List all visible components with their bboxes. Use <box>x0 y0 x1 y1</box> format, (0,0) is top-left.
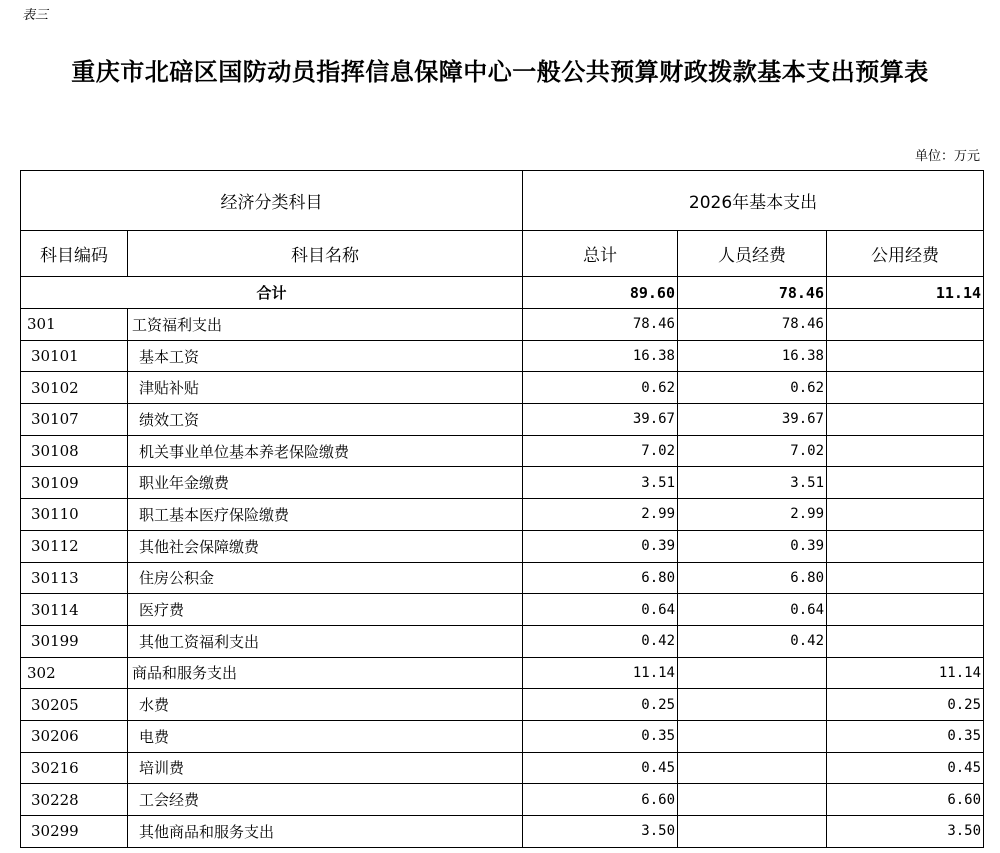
row-name: 其他工资福利支出 <box>128 625 523 657</box>
table-row <box>21 720 984 752</box>
row-total: 16.38 <box>523 340 678 372</box>
row-name: 其他社会保障缴费 <box>128 530 523 562</box>
row-code: 30102 <box>21 372 128 404</box>
row-code: 30101 <box>21 340 128 372</box>
table-row <box>21 404 984 436</box>
row-total: 3.50 <box>523 816 678 848</box>
header-row-2 <box>21 231 984 277</box>
total-public: 11.14 <box>827 277 984 309</box>
row-total: 0.62 <box>523 372 678 404</box>
row-name: 津贴补贴 <box>128 372 523 404</box>
header-category: 经济分类科目 <box>21 171 523 231</box>
row-name: 水费 <box>128 689 523 721</box>
row-personnel: 0.39 <box>678 530 827 562</box>
header-public: 公用经费 <box>827 231 984 277</box>
row-personnel <box>678 784 827 816</box>
row-name: 基本工资 <box>128 340 523 372</box>
row-total: 0.35 <box>523 720 678 752</box>
table-row <box>21 594 984 626</box>
row-personnel <box>678 752 827 784</box>
row-total: 2.99 <box>523 499 678 531</box>
row-name: 电费 <box>128 720 523 752</box>
row-total: 7.02 <box>523 435 678 467</box>
row-code: 30216 <box>21 752 128 784</box>
row-name: 职业年金缴费 <box>128 467 523 499</box>
table-number: 表三 <box>22 8 49 23</box>
row-total: 78.46 <box>523 309 678 341</box>
row-name: 职工基本医疗保险缴费 <box>128 499 523 531</box>
row-code: 30205 <box>21 689 128 721</box>
row-personnel: 0.42 <box>678 625 827 657</box>
row-public <box>827 562 984 594</box>
row-name: 医疗费 <box>128 594 523 626</box>
total-personnel: 78.46 <box>678 277 827 309</box>
row-personnel <box>678 720 827 752</box>
row-public: 0.35 <box>827 720 984 752</box>
row-total: 39.67 <box>523 404 678 436</box>
row-total: 0.39 <box>523 530 678 562</box>
header-year-expense: 2026年基本支出 <box>523 171 984 231</box>
row-code: 30199 <box>21 625 128 657</box>
total-label: 合计 <box>21 277 523 309</box>
table-row <box>21 562 984 594</box>
row-personnel: 39.67 <box>678 404 827 436</box>
page-title: 重庆市北碚区国防动员指挥信息保障中心一般公共预算财政拨款基本支出预算表 <box>71 57 929 86</box>
row-personnel <box>678 657 827 689</box>
row-name: 住房公积金 <box>128 562 523 594</box>
row-public: 0.45 <box>827 752 984 784</box>
row-public <box>827 435 984 467</box>
row-public <box>827 372 984 404</box>
table-row <box>21 530 984 562</box>
row-public <box>827 340 984 372</box>
row-code: 30110 <box>21 499 128 531</box>
row-public <box>827 499 984 531</box>
row-name: 培训费 <box>128 752 523 784</box>
row-code: 30114 <box>21 594 128 626</box>
row-personnel: 7.02 <box>678 435 827 467</box>
row-public <box>827 625 984 657</box>
budget-table <box>20 170 984 848</box>
table-row <box>21 689 984 721</box>
header-total: 总计 <box>523 231 678 277</box>
row-total: 0.45 <box>523 752 678 784</box>
row-total: 6.80 <box>523 562 678 594</box>
table-row <box>21 784 984 816</box>
table-row <box>21 625 984 657</box>
row-public: 6.60 <box>827 784 984 816</box>
row-code: 30109 <box>21 467 128 499</box>
table-row <box>21 499 984 531</box>
row-personnel: 3.51 <box>678 467 827 499</box>
row-code: 30228 <box>21 784 128 816</box>
row-name: 商品和服务支出 <box>128 657 523 689</box>
row-personnel: 6.80 <box>678 562 827 594</box>
row-public: 11.14 <box>827 657 984 689</box>
row-personnel <box>678 689 827 721</box>
row-code: 30299 <box>21 816 128 848</box>
unit-label: 单位：万元 <box>914 149 980 164</box>
row-public <box>827 530 984 562</box>
row-code: 30113 <box>21 562 128 594</box>
row-personnel: 16.38 <box>678 340 827 372</box>
row-code: 302 <box>21 657 128 689</box>
header-personnel: 人员经费 <box>678 231 827 277</box>
row-name: 工会经费 <box>128 784 523 816</box>
row-code: 30206 <box>21 720 128 752</box>
row-public <box>827 594 984 626</box>
table-row <box>21 340 984 372</box>
row-public: 3.50 <box>827 816 984 848</box>
row-code: 30108 <box>21 435 128 467</box>
table-row <box>21 372 984 404</box>
row-code: 301 <box>21 309 128 341</box>
row-name: 绩效工资 <box>128 404 523 436</box>
table-row <box>21 309 984 341</box>
row-total: 0.25 <box>523 689 678 721</box>
row-total: 0.42 <box>523 625 678 657</box>
header-code: 科目编码 <box>21 231 128 277</box>
row-personnel: 0.62 <box>678 372 827 404</box>
row-public <box>827 309 984 341</box>
row-total: 6.60 <box>523 784 678 816</box>
row-total: 0.64 <box>523 594 678 626</box>
row-personnel: 78.46 <box>678 309 827 341</box>
row-code: 30107 <box>21 404 128 436</box>
table-row <box>21 657 984 689</box>
header-row-1 <box>21 171 984 231</box>
row-name: 机关事业单位基本养老保险缴费 <box>128 435 523 467</box>
total-row <box>21 277 984 309</box>
row-public <box>827 467 984 499</box>
row-total: 3.51 <box>523 467 678 499</box>
row-public <box>827 404 984 436</box>
row-name: 其他商品和服务支出 <box>128 816 523 848</box>
table-row <box>21 435 984 467</box>
row-personnel <box>678 816 827 848</box>
row-personnel: 2.99 <box>678 499 827 531</box>
header-name: 科目名称 <box>128 231 523 277</box>
row-personnel: 0.64 <box>678 594 827 626</box>
row-name: 工资福利支出 <box>128 309 523 341</box>
row-code: 30112 <box>21 530 128 562</box>
table-row <box>21 467 984 499</box>
total-total: 89.60 <box>523 277 678 309</box>
row-public: 0.25 <box>827 689 984 721</box>
table-row <box>21 816 984 848</box>
table-row <box>21 752 984 784</box>
row-total: 11.14 <box>523 657 678 689</box>
